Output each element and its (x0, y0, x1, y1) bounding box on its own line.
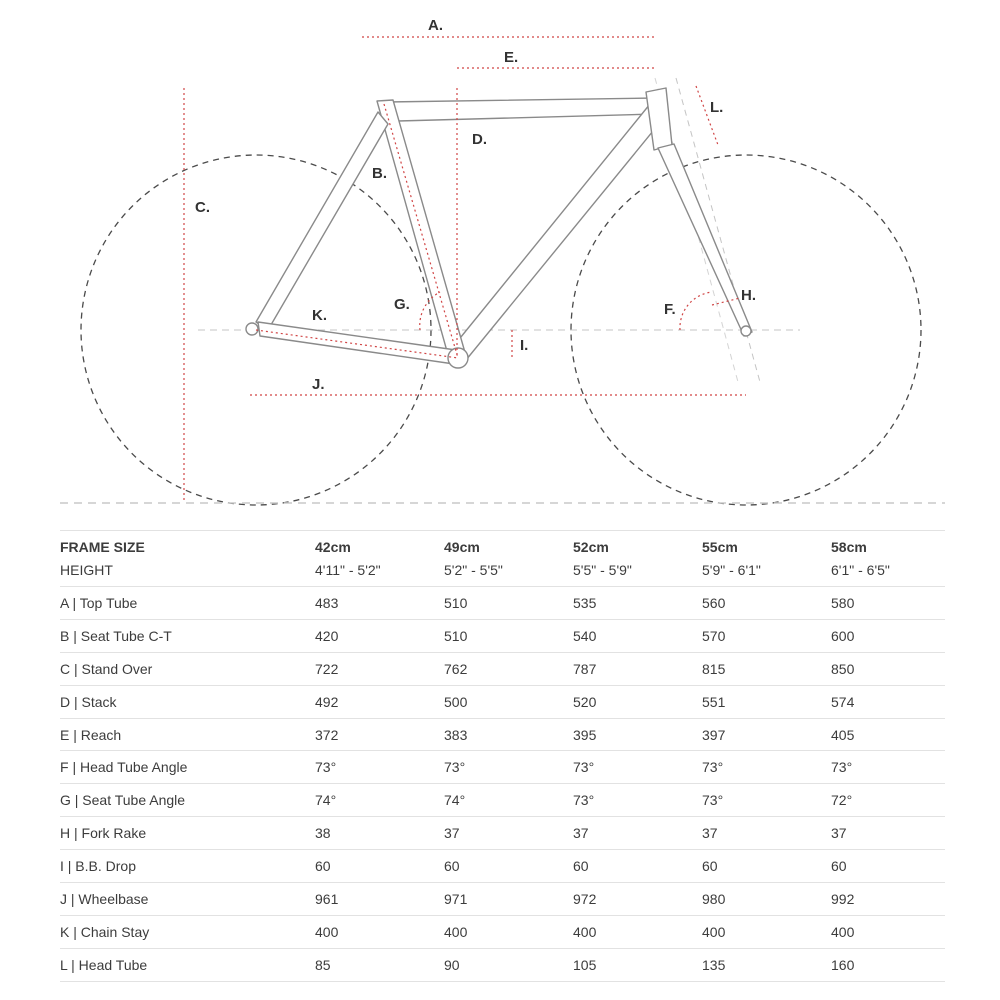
cell-value: 397 (702, 726, 726, 743)
row-label: F | Head Tube Angle (60, 759, 188, 776)
front-dropout (741, 326, 751, 336)
size-column-header (444, 531, 573, 587)
cell-value: 420 (315, 627, 339, 644)
row-label: K | Chain Stay (60, 923, 150, 940)
cell-value: 540 (573, 627, 597, 644)
table-row (60, 817, 945, 850)
cell-value: 73° (702, 792, 724, 809)
cell-value: 600 (831, 627, 855, 644)
chain-stay (258, 322, 456, 364)
size-column-header (831, 531, 945, 587)
size-column-header (702, 531, 831, 587)
label-h: H. (741, 287, 756, 304)
label-d: D. (472, 131, 487, 148)
table-row (60, 784, 945, 817)
row-label: I | B.B. Drop (60, 858, 136, 875)
row-label: J | Wheelbase (60, 890, 149, 907)
cell-value: 37 (573, 825, 589, 842)
size-label: 52cm (573, 538, 609, 555)
cell-value: 60 (444, 858, 460, 875)
cell-value: 60 (702, 858, 718, 875)
geometry-table (60, 530, 945, 982)
cell-value: 405 (831, 726, 855, 743)
cell-value: 535 (573, 594, 597, 611)
cell-value: 73° (573, 759, 595, 776)
cell-value: 72° (831, 792, 853, 809)
cell-value: 492 (315, 693, 339, 710)
cell-value: 90 (444, 956, 460, 973)
label-e: E. (504, 49, 519, 66)
size-column-header (573, 531, 702, 587)
frame-size-label: FRAME SIZE (60, 538, 145, 555)
table-row (60, 718, 945, 751)
size-label: 49cm (444, 538, 480, 555)
cell-value: 37 (444, 825, 460, 842)
cell-value: 73° (573, 792, 595, 809)
height-range: 5'5" - 5'9" (573, 561, 632, 578)
label-i: I. (520, 337, 529, 354)
cell-value: 60 (573, 858, 589, 875)
label-k: K. (312, 307, 327, 324)
label-c: C. (195, 199, 210, 216)
table-row (60, 883, 945, 916)
cell-value: 500 (444, 693, 468, 710)
row-label: E | Reach (60, 726, 122, 743)
head-tube (646, 88, 672, 150)
row-label: H | Fork Rake (60, 825, 147, 842)
cell-value: 160 (831, 956, 855, 973)
table-row (60, 948, 945, 981)
cell-value: 551 (702, 693, 726, 710)
height-range: 5'2" - 5'5" (444, 561, 503, 578)
table-row (60, 850, 945, 883)
table-header-row (60, 531, 945, 587)
bike-frame (246, 88, 752, 368)
height-range: 4'11" - 5'2" (315, 561, 381, 578)
seat-tube (377, 100, 466, 362)
table-row (60, 685, 945, 718)
frame-size-header (60, 531, 315, 587)
table-row (60, 619, 945, 652)
angle-arc-f (680, 292, 712, 330)
cell-value: 580 (831, 594, 855, 611)
cell-value: 73° (444, 759, 466, 776)
label-j: J. (312, 376, 325, 393)
label-f: F. (664, 301, 676, 318)
row-label: L | Head Tube (60, 956, 148, 973)
size-label: 42cm (315, 538, 351, 555)
cell-value: 980 (702, 890, 726, 907)
cell-value: 762 (444, 660, 468, 677)
bottom-bracket (448, 348, 468, 368)
table-row (60, 652, 945, 685)
table-row (60, 587, 945, 620)
cell-value: 395 (573, 726, 597, 743)
cell-value: 383 (444, 726, 468, 743)
cell-value: 38 (315, 825, 331, 842)
row-label: C | Stand Over (60, 660, 153, 677)
cell-value: 37 (831, 825, 847, 842)
cell-value: 60 (831, 858, 847, 875)
row-label: D | Stack (60, 693, 117, 710)
cell-value: 73° (702, 759, 724, 776)
seat-stay (256, 112, 388, 330)
cell-value: 574 (831, 693, 855, 710)
cell-value: 73° (831, 759, 853, 776)
cell-value: 560 (702, 594, 726, 611)
cell-value: 961 (315, 890, 339, 907)
cell-value: 85 (315, 956, 331, 973)
cell-value: 510 (444, 627, 468, 644)
top-tube (386, 98, 656, 121)
table-row (60, 915, 945, 948)
cell-value: 74° (444, 792, 466, 809)
size-label: 58cm (831, 538, 867, 555)
row-label: G | Seat Tube Angle (60, 792, 186, 809)
cell-value: 135 (702, 956, 726, 973)
cell-value: 73° (315, 759, 337, 776)
cell-value: 971 (444, 890, 468, 907)
cell-value: 74° (315, 792, 337, 809)
size-label: 55cm (702, 538, 738, 555)
cell-value: 60 (315, 858, 331, 875)
table-row (60, 751, 945, 784)
cell-value: 105 (573, 956, 597, 973)
cell-value: 400 (702, 923, 726, 940)
row-label: A | Top Tube (60, 594, 138, 611)
cell-value: 787 (573, 660, 597, 677)
label-l: L. (710, 99, 724, 116)
cell-value: 972 (573, 890, 597, 907)
label-a: A. (428, 17, 443, 34)
height-range: 5'9" - 6'1" (702, 561, 761, 578)
cell-value: 815 (702, 660, 726, 677)
label-b: B. (372, 165, 387, 182)
cell-value: 400 (831, 923, 855, 940)
cell-value: 850 (831, 660, 855, 677)
cell-value: 372 (315, 726, 339, 743)
cell-value: 483 (315, 594, 339, 611)
cell-value: 400 (315, 923, 339, 940)
height-label: HEIGHT (60, 561, 113, 578)
label-g: G. (394, 296, 410, 313)
cell-value: 722 (315, 660, 339, 677)
cell-value: 520 (573, 693, 597, 710)
row-label: B | Seat Tube C-T (60, 627, 172, 644)
rear-dropout (246, 323, 258, 335)
height-range: 6'1" - 6'5" (831, 561, 890, 578)
cell-value: 37 (702, 825, 718, 842)
cell-value: 992 (831, 890, 855, 907)
cell-value: 400 (444, 923, 468, 940)
cell-value: 510 (444, 594, 468, 611)
size-column-header (315, 531, 444, 587)
cell-value: 570 (702, 627, 726, 644)
cell-value: 400 (573, 923, 597, 940)
